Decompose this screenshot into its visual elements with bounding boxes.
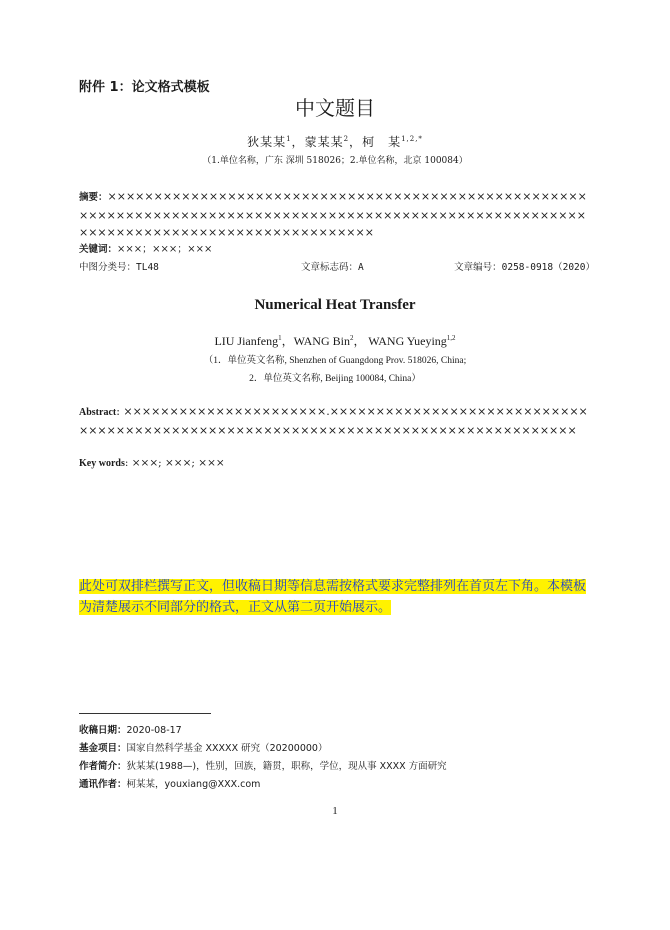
received-label: 收稿日期： — [79, 725, 127, 736]
footnote-divider — [79, 713, 211, 714]
english-keywords-text: ×××; ×××; ××× — [128, 457, 225, 469]
english-title: Numerical Heat Transfer — [254, 297, 416, 313]
author-separator: ， — [281, 334, 294, 348]
author-bio-text: 狄某某(1988—)，性别，回族，籍贯，职称，学位，现从事 XXXX 方面研究 — [126, 761, 447, 772]
english-affiliation-line-2: 2．单位英文名称, Beijing 100084, China） — [249, 374, 421, 384]
article-number: 文章编号：0258-0918（2020） — [454, 262, 595, 273]
author-separator: ， — [353, 334, 369, 348]
english-abstract-label: Abstract — [79, 407, 117, 418]
english-keywords-label: Key words — [79, 458, 125, 469]
author-1: 狄某某 — [247, 135, 287, 149]
corresponding-label: 通讯作者： — [79, 779, 127, 790]
footnote-received — [79, 722, 182, 736]
chinese-abstract-label: 摘要： — [79, 192, 108, 203]
author-3-affil: 1,2,* — [401, 135, 423, 143]
author-3-en-affil: 1,2 — [446, 334, 456, 342]
author-3: 柯 某 — [362, 135, 402, 149]
author-2-en-affil: 2 — [349, 334, 354, 342]
footnote-author-bio — [79, 758, 447, 772]
highlighted-body-note — [79, 576, 595, 618]
fund-label: 基金项目： — [79, 743, 127, 754]
corresponding-text: 柯某某，youxiang@XXX.com — [126, 779, 261, 790]
page-number: 1 — [332, 805, 338, 817]
author-bio-label: 作者简介： — [79, 761, 127, 772]
author-1-en: LIU Jianfeng — [214, 334, 279, 348]
footnote-corresponding — [79, 776, 260, 790]
chinese-authors — [0, 133, 670, 150]
annex-label: 附件 1：论文格式模板 — [79, 80, 210, 95]
chinese-affiliation: （1.单位名称，广东 深圳 518026；2.单位名称，北京 100084） — [202, 156, 468, 166]
english-abstract — [79, 403, 595, 439]
chinese-abstract-text: ××××××××××××××××××××××××××××××××××××××××××××××××××××××××××××××××××××××××××××××××××××××××××××××××××××××××××××××××××××××××××××××××××××××××××× — [79, 190, 587, 239]
author-1-affil: 1 — [286, 135, 292, 143]
chinese-keywords — [79, 240, 212, 255]
english-keywords — [79, 457, 225, 469]
received-date: 2020-08-17 — [126, 725, 182, 736]
chinese-keywords-text: ×××；×××；××× — [117, 244, 213, 255]
author-separator: ， — [291, 135, 305, 149]
chinese-keywords-label: 关键词： — [79, 244, 118, 255]
document-code: 文章标志码：A — [301, 262, 364, 273]
english-affiliation-line-1: （1．单位英文名称, Shenzhen of Guangdong Prov. 518026, China; — [203, 356, 467, 366]
author-3-en: WANG Yueying — [368, 334, 447, 348]
english-keywords-colon: : — [124, 457, 129, 469]
clc-number: 中图分类号：TL48 — [79, 262, 159, 273]
english-authors — [0, 332, 670, 349]
fund-text: 国家自然科学基金 XXXXX 研究（20200000） — [126, 743, 328, 754]
author-1-en-affil: 1 — [278, 334, 282, 342]
author-2: 蒙某某 — [304, 135, 344, 149]
english-abstract-colon: : — [116, 405, 120, 418]
chinese-abstract — [79, 188, 595, 242]
author-2-affil: 2 — [343, 135, 350, 143]
chinese-title: 中文题目 — [295, 96, 375, 120]
english-abstract-text: ××××××××××××××××××××××.×××××××××××××××××××××××××××××××××××××××××××××××××××××××××××××××××××××××××××××××××× — [79, 405, 588, 437]
footnote-fund — [79, 740, 327, 754]
author-2-en: WANG Bin — [293, 334, 350, 348]
author-separator: ， — [349, 135, 363, 149]
body-note-text: 此处可双排栏撰写正文，但收稿日期等信息需按格式要求完整排列在首页左下角。本模板为清楚展示不同部分的格式，正文从第二页开始展示。 — [79, 579, 587, 615]
